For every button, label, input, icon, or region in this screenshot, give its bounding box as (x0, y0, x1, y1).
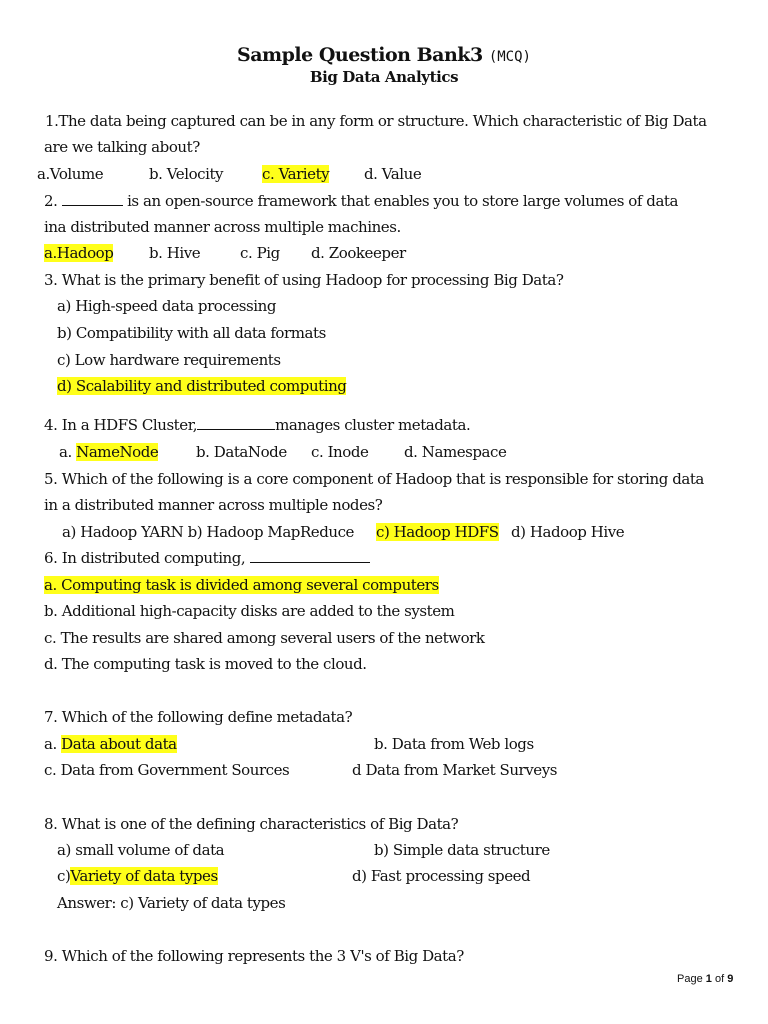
q6-prefix: 6. In distributed computing, (44, 549, 246, 567)
q9-text-line1: 9. Which of the following represents the 3 V's of Big Data? (44, 947, 464, 965)
q5-text-line2: in a distributed manner across multiple nodes? (44, 496, 383, 514)
q4-blank (197, 417, 275, 430)
q8-answer: Answer: c) Variety of data types (57, 894, 286, 912)
page-subtitle: Big Data Analytics (309, 68, 459, 86)
q3-option-c: c) Low hardware requirements (57, 351, 281, 369)
q4-prefix: 4. In a HDFS Cluster, (44, 416, 198, 434)
q3-text-line1: 3. What is the primary benefit of using Hadoop for processing Big Data? (44, 271, 564, 289)
q4-option-a-prefix: a. (59, 443, 72, 461)
q2-option-c: c. Pig (240, 244, 280, 262)
q7-option-d: d Data from Market Surveys (352, 761, 557, 779)
q1-option-c (262, 164, 329, 184)
q7-option-c: c. Data from Government Sources (44, 761, 290, 779)
q8-text-line1: 8. What is one of the defining characteristics of Big Data? (44, 815, 459, 833)
q1-option-a: a.Volume (37, 165, 104, 183)
page-label: Page (677, 973, 703, 985)
q1-text-line1: 1.The data being captured can be in any form or structure. Which characteristic of Big Data (45, 112, 707, 130)
q1-option-b: b. Velocity (149, 165, 224, 183)
q7-text-line1: 7. Which of the following define metadata? (44, 708, 353, 726)
q4-suffix: manages cluster metadata. (275, 416, 471, 434)
q3-option-b: b) Compatibility with all data formats (57, 324, 326, 342)
q3-option-d (57, 376, 346, 396)
q7-option-a (44, 734, 177, 754)
q2-text-rest: is an open-source framework that enables you to store large volumes of data (127, 192, 679, 210)
q2-answer-highlight: a.Hadoop (44, 244, 114, 262)
page-current: 1 (705, 973, 712, 985)
q8-option-b: b) Simple data structure (374, 841, 550, 859)
q2-text-line2: ina distributed manner across multiple machines. (44, 218, 401, 236)
q5-option-d: d) Hadoop Hive (511, 523, 625, 541)
q5-option-c (376, 522, 499, 542)
q8-option-a: a) small volume of data (57, 841, 225, 859)
q2-option-d: d. Zookeeper (311, 244, 406, 262)
page-of-label: of (714, 973, 725, 985)
q5-option-ab: a) Hadoop YARN b) Hadoop MapReduce (62, 523, 354, 541)
q4-option-d: d. Namespace (404, 443, 507, 461)
q6-option-b: b. Additional high-capacity disks are added to the system (44, 602, 455, 620)
q4-answer-highlight: NameNode (76, 443, 159, 461)
page-title (0, 44, 768, 66)
q3-answer-highlight: d) Scalability and distributed computing (57, 377, 347, 395)
q6-option-a (44, 575, 439, 595)
q1-answer-highlight: c. Variety (262, 165, 330, 183)
q7-option-b: b. Data from Web logs (374, 735, 534, 753)
q4-option-a (59, 442, 158, 462)
q6-blank (250, 550, 370, 563)
q8-option-c-prefix: c) (57, 867, 71, 885)
title-text: Sample Question Bank3 (237, 44, 483, 66)
q4-option-c: c. Inode (311, 443, 369, 461)
q5-answer-highlight: c) Hadoop HDFS (376, 523, 499, 541)
q6-option-c: c. The results are shared among several users of the network (44, 629, 485, 647)
q7-answer-highlight: Data about data (61, 735, 177, 753)
q4-option-b: b. DataNode (196, 443, 287, 461)
page-total: 9 (727, 973, 734, 985)
q6-answer-highlight: a. Computing task is divided among several computers (44, 576, 439, 594)
q4-text-line1 (44, 415, 470, 435)
q3-option-a: a) High-speed data processing (57, 297, 276, 315)
q2-text-line1 (44, 191, 678, 211)
q5-text-line1: 5. Which of the following is a core component of Hadoop that is responsible for storing data (44, 470, 704, 488)
q7-option-a-prefix: a. (44, 735, 57, 753)
q2-number: 2. (44, 192, 58, 210)
q2-blank (62, 193, 123, 206)
q8-answer-highlight: Variety of data types (70, 867, 218, 885)
q8-option-c (57, 866, 218, 886)
q2-option-b: b. Hive (149, 244, 201, 262)
q2-option-a (44, 243, 113, 263)
page-number (677, 973, 733, 985)
q1-option-d: d. Value (364, 165, 422, 183)
q8-option-d: d) Fast processing speed (352, 867, 531, 885)
q1-text-line2: are we talking about? (44, 138, 200, 156)
title-tag: (MCQ) (488, 49, 531, 65)
q6-text-line1 (44, 548, 370, 568)
q6-option-d: d. The computing task is moved to the cloud. (44, 655, 367, 673)
